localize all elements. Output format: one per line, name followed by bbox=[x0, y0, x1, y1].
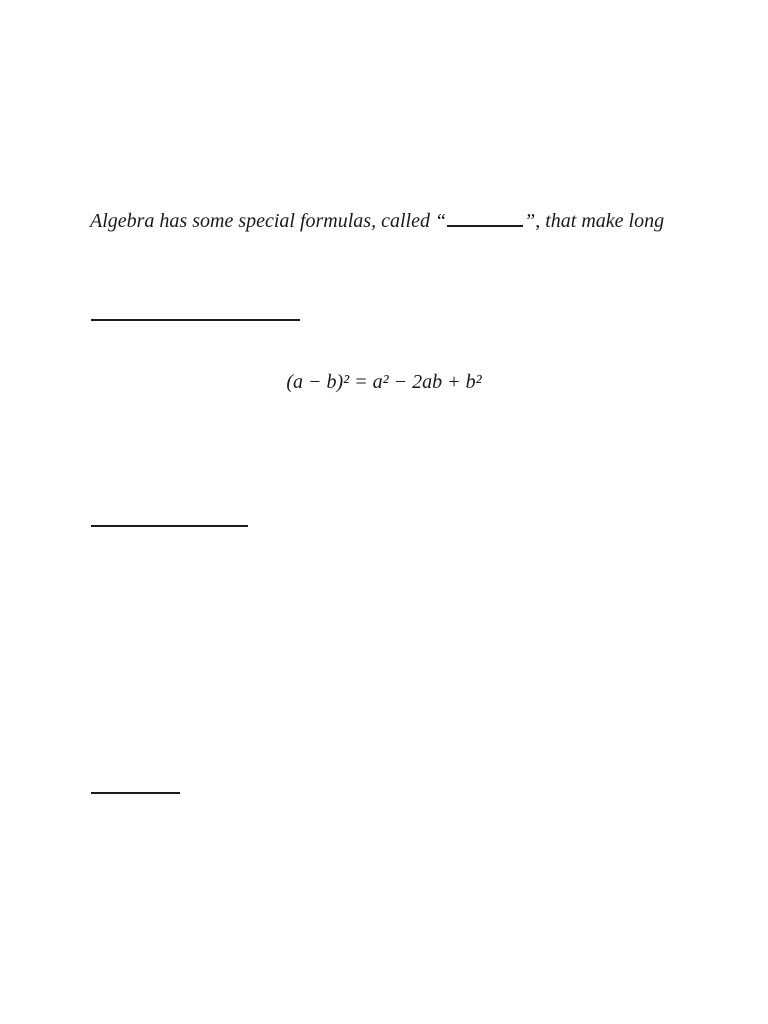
intro-sentence bbox=[90, 209, 664, 233]
intro-text-before: Algebra has some special formulas, called “ bbox=[90, 210, 447, 232]
heading-underline-3 bbox=[91, 792, 180, 794]
formula-difference-squared: (a − b)² = a² − 2ab + b² bbox=[286, 371, 482, 393]
fill-in-blank bbox=[447, 209, 523, 227]
heading-underline-1 bbox=[91, 319, 300, 321]
intro-text-after: ”, that make long bbox=[524, 210, 665, 232]
heading-underline-2 bbox=[91, 525, 248, 527]
